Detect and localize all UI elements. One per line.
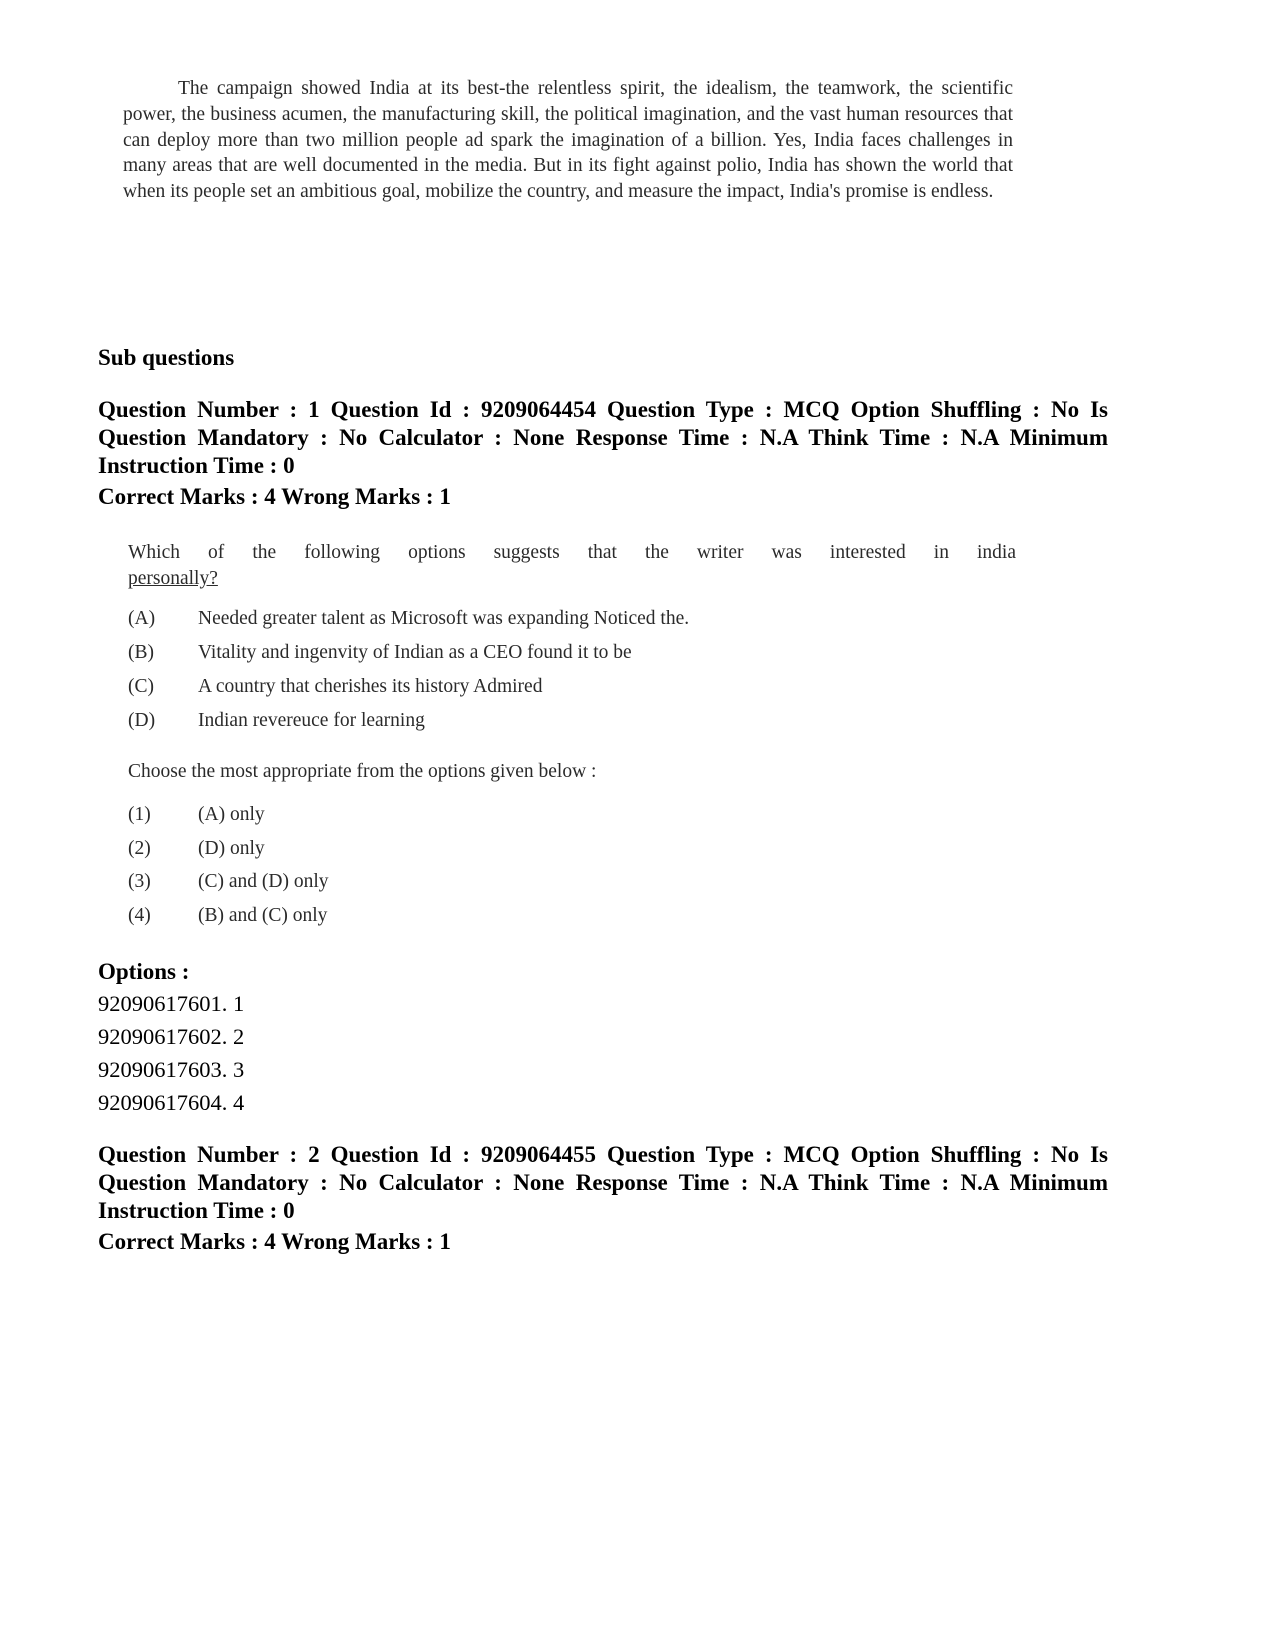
statement-label: (C) [128,676,154,697]
choice-label: (2) [128,838,151,859]
question-1-header: Question Number : 1 Question Id : 9209064454 Question Type : MCQ Option Shuffling : No Is Question Mandatory : No Calculator : None Response Time : N.A Think Time : N.A Minimum Instruction Time : 0 [98,397,1108,478]
option-line-3: 92090617603. 3 [98,1057,245,1082]
passage-text: The campaign showed India at its best-the relentless spirit, the idealism, the teamwork, the scientific power, the business acumen, the manufacturing skill, the political imagination, and the vast human resources that can deploy more than two million people ad spark the imagination of a billion. Yes, India faces challenges in many areas that are well documented in the media. But in its fight against polio, India has shown the world that when its people set an ambitious goal, mobilize the country, and measure the impact, India's promise is endless. [123,78,1013,203]
question-1-stem-line-2: personally? [128,568,218,589]
statement-text: Vitality and ingenvity of Indian as a CEO found it to be [198,642,632,663]
statement-label: (D) [128,710,156,731]
statement-text: Indian revereuce for learning [198,710,425,731]
statement-text: Needed greater talent as Microsoft was expanding Noticed the. [198,608,690,629]
choice-text: (C) and (D) only [198,871,329,892]
choose-instruction: Choose the most appropriate from the options given below : [128,761,597,782]
statement-text: A country that cherishes its history Admired [198,676,543,697]
option-line-1: 92090617601. 1 [98,991,245,1016]
options-label: Options : [98,959,190,984]
sub-questions-heading: Sub questions [98,345,235,370]
choice-text: (D) only [198,838,265,859]
statement-label: (A) [128,608,156,629]
choice-label: (3) [128,871,151,892]
question-2-header: Question Number : 2 Question Id : 9209064455 Question Type : MCQ Option Shuffling : No Is Question Mandatory : No Calculator : None Response Time : N.A Think Time : N.A Minimum Instruction Time : 0 [98,1142,1108,1223]
choice-label: (4) [128,905,151,926]
choice-label: (1) [128,804,151,825]
question-1-marks: Correct Marks : 4 Wrong Marks : 1 [98,484,451,509]
question-1-stem-line-1: Which of the following options suggests that the writer was interested in india [128,542,1016,563]
question-1-body [128,540,1016,940]
choice-text: (B) and (C) only [198,905,328,926]
choice-text: (A) only [198,804,265,825]
question-2-marks: Correct Marks : 4 Wrong Marks : 1 [98,1229,451,1254]
option-line-2: 92090617602. 2 [98,1024,245,1049]
statement-label: (B) [128,642,154,663]
option-line-4: 92090617604. 4 [98,1090,245,1115]
